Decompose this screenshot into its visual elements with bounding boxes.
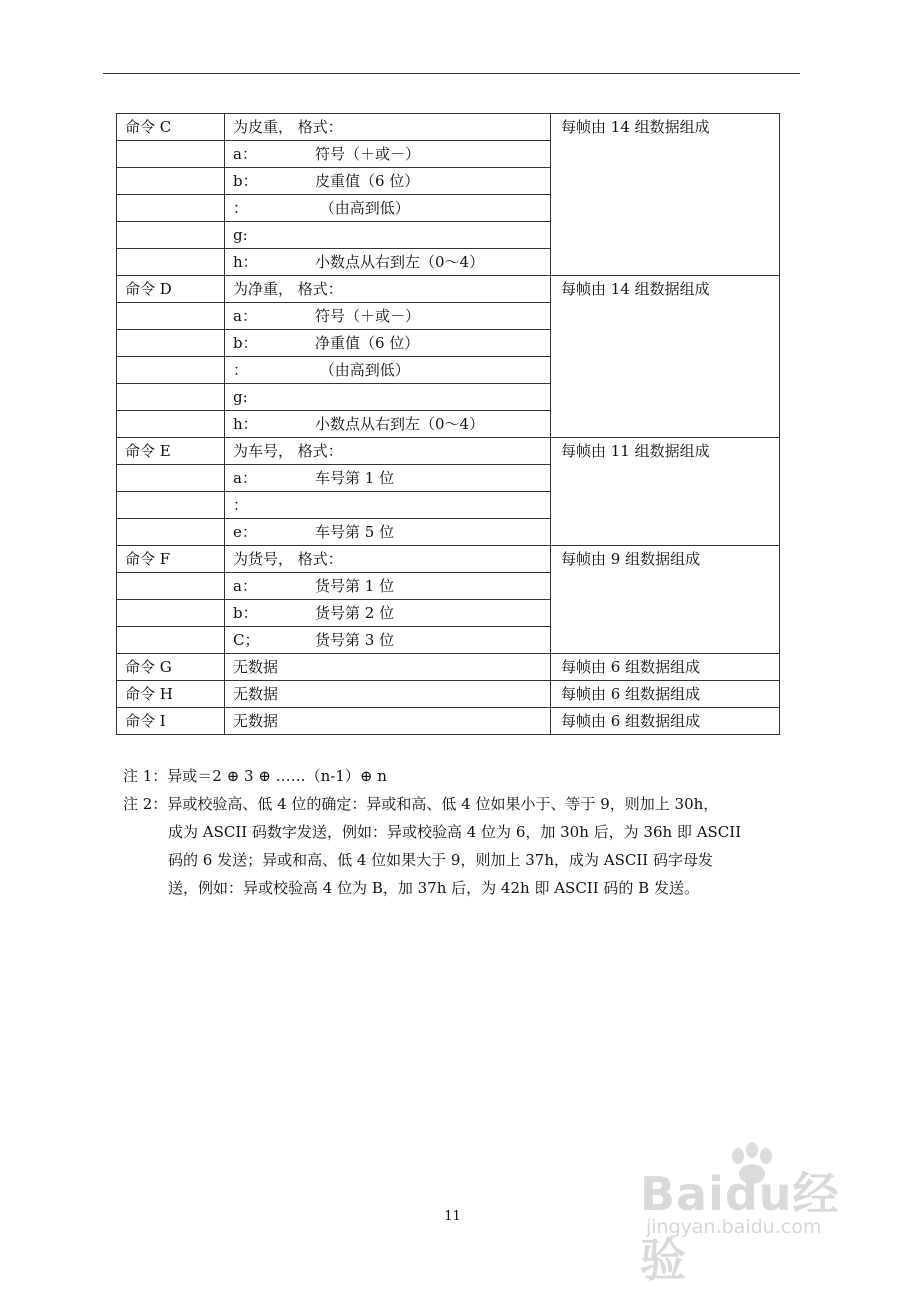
field-value: 符号（＋或－）: [315, 145, 421, 163]
command-format: 为货号， 格式：: [225, 546, 551, 573]
field-cell: [225, 330, 551, 357]
header-rule: [103, 73, 800, 74]
frame-count: 每帧由 14 组数据组成: [551, 114, 780, 276]
field-value: 皮重值（6 位）: [315, 172, 420, 190]
field-key: a：: [233, 469, 257, 487]
empty-cell: [117, 195, 225, 222]
field-cell: [225, 492, 551, 519]
field-key: e：: [233, 523, 257, 541]
empty-cell: [117, 303, 225, 330]
field-key: a：: [233, 577, 257, 595]
frame-count: 每帧由 9 组数据组成: [551, 546, 780, 654]
field-key: b：: [233, 334, 258, 352]
field-key: h：: [233, 415, 258, 433]
field-cell: [225, 141, 551, 168]
command-format: 为净重， 格式：: [225, 276, 551, 303]
note-2-line: 异或校验高、低 4 位的确定：异或和高、低 4 位如果小于、等于 9，则加上 30h，: [167, 795, 719, 813]
empty-cell: [117, 384, 225, 411]
command-table-body: [117, 114, 780, 735]
field-value: （由高到低）: [315, 199, 410, 217]
field-cell: [225, 195, 551, 222]
note-2-line: 成为 ASCII 码数字发送，例如：异或校验高 4 位为 6，加 30h 后，为 36h 即 ASCII: [168, 823, 742, 841]
field-cell: [225, 357, 551, 384]
table-row: [117, 681, 780, 708]
command-format: 无数据: [225, 681, 551, 708]
note-2-line: 送，例如：异或校验高 4 位为 B，加 37h 后，为 42h 即 ASCII 码的 B 发送。: [168, 879, 699, 897]
empty-cell: [117, 573, 225, 600]
empty-cell: [117, 411, 225, 438]
command-name: 命令 I: [117, 708, 225, 735]
page-number: 11: [444, 1209, 461, 1224]
note-2-head: 注 2：: [123, 795, 168, 813]
field-key: a：: [233, 307, 257, 325]
command-name: 命令 D: [117, 276, 225, 303]
field-value: （由高到低）: [315, 361, 410, 379]
field-value: 小数点从右到左（0～4）: [315, 415, 485, 433]
command-format: 为皮重， 格式：: [225, 114, 551, 141]
note-2-line: 码的 6 发送；异或和高、低 4 位如果大于 9，则加上 37h，成为 ASCII 码字母发: [168, 851, 713, 869]
field-value: 符号（＋或－）: [315, 307, 421, 325]
frame-count: 每帧由 6 组数据组成: [551, 681, 780, 708]
command-name: 命令 H: [117, 681, 225, 708]
command-name: 命令 G: [117, 654, 225, 681]
field-cell: [225, 465, 551, 492]
frame-count: 每帧由 6 组数据组成: [551, 654, 780, 681]
field-cell: [225, 222, 551, 249]
command-format: 为车号， 格式：: [225, 438, 551, 465]
field-key: h：: [233, 253, 258, 271]
table-row: [117, 546, 780, 573]
command-format: 无数据: [225, 708, 551, 735]
empty-cell: [117, 249, 225, 276]
command-name: 命令 F: [117, 546, 225, 573]
baidu-watermark: [640, 1140, 865, 1287]
note-2: [123, 790, 783, 902]
empty-cell: [117, 141, 225, 168]
field-cell: [225, 519, 551, 546]
watermark-logo: Baidu经验: [640, 1167, 840, 1287]
command-name: 命令 C: [117, 114, 225, 141]
field-key: C；: [233, 631, 260, 649]
field-key: a：: [233, 145, 257, 163]
table-row: [117, 654, 780, 681]
empty-cell: [117, 357, 225, 384]
empty-cell: [117, 330, 225, 357]
field-key: g:: [233, 388, 248, 406]
field-value: 货号第 2 位: [315, 604, 395, 622]
table-row: [117, 708, 780, 735]
field-value: 车号第 1 位: [315, 469, 395, 487]
field-cell: [225, 303, 551, 330]
frame-count: 每帧由 14 组数据组成: [551, 276, 780, 438]
field-cell: [225, 384, 551, 411]
frame-count: 每帧由 11 组数据组成: [551, 438, 780, 546]
note-1: 注 1：异或＝2 ⊕ 3 ⊕ ……（n-1）⊕ n: [123, 767, 387, 785]
field-key: b：: [233, 604, 258, 622]
field-value: 净重值（6 位）: [315, 334, 420, 352]
field-key: ：: [233, 361, 249, 379]
command-table: [116, 113, 780, 735]
watermark-url: jingyan.baidu.com: [646, 1216, 822, 1238]
field-cell: [225, 573, 551, 600]
empty-cell: [117, 627, 225, 654]
field-value: 车号第 5 位: [315, 523, 395, 541]
field-cell: [225, 600, 551, 627]
empty-cell: [117, 465, 225, 492]
empty-cell: [117, 519, 225, 546]
command-name: 命令 E: [117, 438, 225, 465]
field-key: g:: [233, 226, 248, 244]
field-key: ：: [233, 496, 249, 514]
command-format: 无数据: [225, 654, 551, 681]
table-row: [117, 114, 780, 141]
frame-count: 每帧由 6 组数据组成: [551, 708, 780, 735]
field-key: b：: [233, 172, 258, 190]
table-row: [117, 276, 780, 303]
empty-cell: [117, 222, 225, 249]
field-cell: [225, 249, 551, 276]
table-row: [117, 438, 780, 465]
empty-cell: [117, 492, 225, 519]
empty-cell: [117, 168, 225, 195]
field-cell: [225, 168, 551, 195]
field-cell: [225, 411, 551, 438]
field-value: 小数点从右到左（0～4）: [315, 253, 485, 271]
field-value: 货号第 3 位: [315, 631, 395, 649]
empty-cell: [117, 600, 225, 627]
field-key: ：: [233, 199, 249, 217]
field-cell: [225, 627, 551, 654]
field-value: 货号第 1 位: [315, 577, 395, 595]
